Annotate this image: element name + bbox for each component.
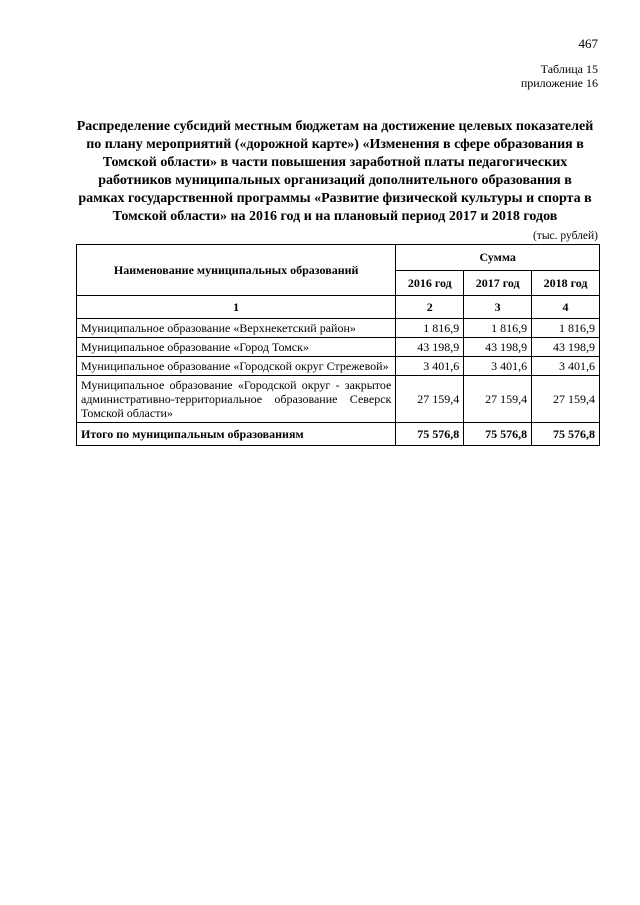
amount-2016: 27 159,4 [396,376,464,423]
amount-2018: 43 198,9 [532,338,600,357]
units-label: (тыс. рублей) [532,230,598,242]
total-2016: 75 576,8 [396,423,464,446]
table-row [77,357,600,376]
column-index-row [77,296,600,319]
subsidy-table [76,244,600,446]
title-line: по плану мероприятий («дорожной карте») «Изменения в сфере образования в [86,137,584,152]
amount-2018: 27 159,4 [532,376,600,423]
amount-2016: 1 816,9 [396,319,464,338]
title-line: Томской области» в части повышения заработной платы педагогических [102,155,568,170]
amount-2017: 43 198,9 [464,338,532,357]
title-line: Томской области» на 2016 год и на плановый период 2017 и 2018 годов [112,209,558,224]
table-header-row [77,245,600,271]
municipality-name: Муниципальное образование «Верхнекетский район» [77,319,396,338]
title-line: рамках государственной программы «Развитие физической культуры и спорта в [78,191,592,206]
column-index: 2 [396,296,464,319]
column-index: 1 [77,296,396,319]
municipality-name: Муниципальное образование «Город Томск» [77,338,396,357]
table-number: Таблица 15 [540,62,598,76]
table-row [77,319,600,338]
column-index: 4 [532,296,600,319]
total-2017: 75 576,8 [464,423,532,446]
header-municipality: Наименование муниципальных образований [77,245,396,296]
municipality-name: Муниципальное образование «Городской округ - закрытое административно-территориальное образование Северск Томской области» [77,376,396,423]
title-line: Распределение субсидий местным бюджетам на достижение целевых показателей [76,119,594,134]
column-index: 3 [464,296,532,319]
title-line: работников муниципальных организаций дополнительного образования в [98,173,572,188]
table-row [77,338,600,357]
total-row [77,423,600,446]
document-title [70,118,600,226]
amount-2018: 1 816,9 [532,319,600,338]
amount-2017: 27 159,4 [464,376,532,423]
appendix-number: приложение 16 [520,76,598,90]
amount-2018: 3 401,6 [532,357,600,376]
amount-2016: 3 401,6 [396,357,464,376]
amount-2017: 1 816,9 [464,319,532,338]
municipality-name: Муниципальное образование «Городской округ Стрежевой» [77,357,396,376]
total-label: Итого по муниципальным образованиям [77,423,396,446]
header-sum: Сумма [396,245,600,271]
total-2018: 75 576,8 [532,423,600,446]
header-year-2017: 2017 год [464,270,532,296]
amount-2017: 3 401,6 [464,357,532,376]
amount-2016: 43 198,9 [396,338,464,357]
page-number: 467 [578,36,598,51]
header-year-2016: 2016 год [396,270,464,296]
header-year-2018: 2018 год [532,270,600,296]
table-reference [521,62,598,90]
table-row [77,376,600,423]
